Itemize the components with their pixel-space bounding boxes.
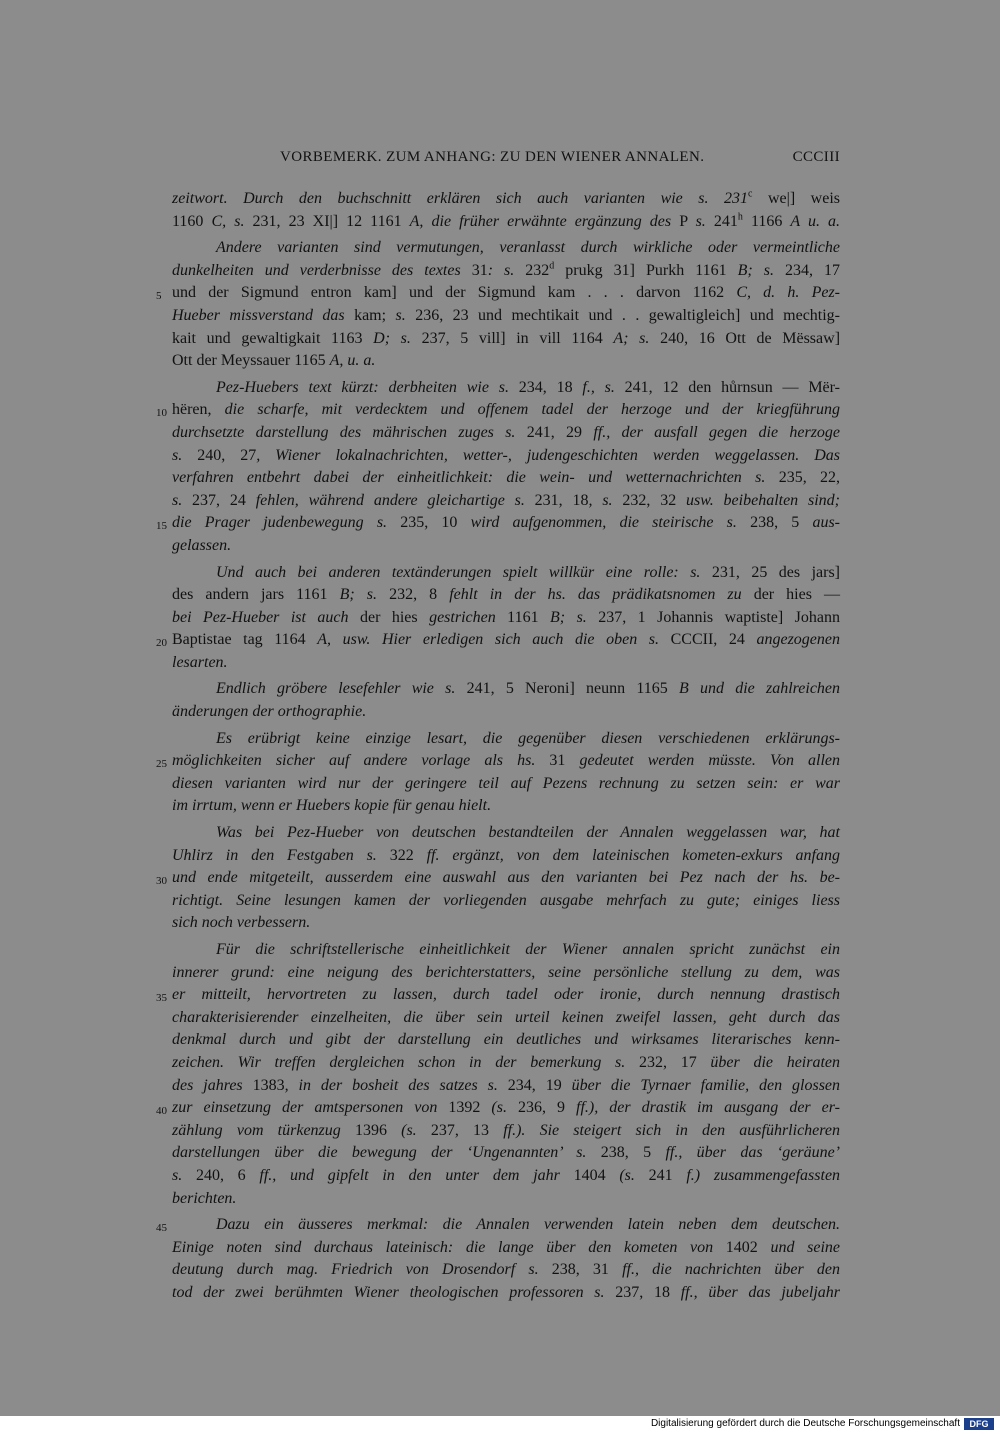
text-segment: 238, 31 <box>551 1261 623 1279</box>
text-line <box>172 939 840 962</box>
paragraph <box>156 562 841 675</box>
text-segment: richtigt. Seine lesungen kamen der vorliegenden ausgabe mehrfach zu gute; einiges liess <box>172 891 840 909</box>
text-segment: und ende mitgeteilt, ausserdem eine auswahl aus den varianten bei Pez nach der hs. be- <box>172 869 840 887</box>
text-segment: wird aufgenommen, die steirische s. <box>470 514 751 532</box>
text-segment: Was bei Pez-Hueber von deutschen bestandteilen der Annalen weggelassen war, hat <box>216 824 840 842</box>
text-segment: f.) zusammengefassten <box>686 1166 841 1184</box>
text-segment: 238, 5 <box>750 514 813 532</box>
text-segment: Und auch bei anderen textänderungen spielt willkür eine rolle: s. <box>216 563 712 581</box>
text-line <box>156 629 840 652</box>
text-segment: A u. a. <box>790 212 841 230</box>
text-line <box>172 237 840 260</box>
text-segment: er mitteilt, hervortreten zu lassen, durch tadel oder ironie, durch nennung drastisch <box>172 986 840 1004</box>
text-segment: prukg 31] Purkh 1161 <box>554 261 738 279</box>
text-segment: 31 <box>549 752 580 770</box>
text-line <box>156 399 840 422</box>
text-segment: kait und gewaltigkait 1163 <box>172 329 374 347</box>
text-segment: usw. beibehalten sind; <box>686 491 841 509</box>
text-segment: Endlich gröbere lesefehler wie s. <box>216 680 467 698</box>
text-segment: C, s. <box>211 212 253 230</box>
text-segment: gelassen. <box>172 536 232 554</box>
text-line <box>172 845 840 868</box>
text-line <box>172 445 840 468</box>
text-segment: (s. <box>401 1121 431 1139</box>
text-segment: (s. <box>491 1099 518 1117</box>
text-segment: Es erübrigt keine einzige lesart, die gegenüber diesen verschiedenen erklärungs- <box>216 729 840 747</box>
text-segment: 235, 10 <box>400 514 471 532</box>
text-segment: änderungen der orthographie. <box>172 703 367 721</box>
text-line <box>172 962 840 985</box>
text-segment: tod der zwei berühmten Wiener theologischen professoren s. <box>172 1283 616 1301</box>
text-line <box>172 260 840 283</box>
text-segment: s. <box>172 1166 196 1184</box>
line-number: 10 <box>156 407 167 420</box>
text-segment: über die Tyrnaer familie, den glossen <box>571 1076 841 1094</box>
digitization-credit: Digitalisierung gefördert durch die Deutsche Forschungsgemeinschaft <box>650 1418 960 1429</box>
text-segment: 1392 <box>448 1099 492 1117</box>
text-segment: f., s. <box>582 378 625 396</box>
text-segment: we|] weis <box>752 190 841 207</box>
text-line <box>172 467 840 490</box>
text-segment: innerer grund: eine neigung des berichterstatters, seine persönliche stellung zu dem, was <box>172 963 840 981</box>
text-segment: zeichen. Wir treffen dergleichen schon in der bemerkung s. <box>172 1053 639 1071</box>
text-line <box>172 890 840 913</box>
text-segment: 241 <box>648 1166 687 1184</box>
running-title: VORBEMERK. ZUM ANHANG: ZU DEN WIENER ANNALEN. <box>280 149 705 165</box>
text-segment: zählung vom türkenzug <box>172 1121 355 1139</box>
text-segment: 235, 22, <box>778 469 841 487</box>
line-number: 25 <box>156 758 167 771</box>
text-segment: dunkelheiten und verderbnisse des textes <box>172 261 472 279</box>
text-segment: 231, 25 des jars] <box>711 563 840 581</box>
text-line <box>172 1282 840 1305</box>
text-segment: der hies <box>359 608 430 626</box>
text-segment: : s. <box>487 261 526 279</box>
text-segment: 231, 18 <box>534 491 589 509</box>
text-segment: über die heiraten <box>710 1053 841 1071</box>
text-segment: B; s. <box>737 261 785 279</box>
text-segment: 1166 <box>742 212 791 230</box>
text-segment: lesarten. <box>172 653 228 671</box>
text-line <box>172 1165 840 1188</box>
body-text <box>156 188 841 1309</box>
text-segment: c <box>748 188 753 200</box>
text-line <box>172 1007 840 1030</box>
text-segment: 241 <box>713 212 738 230</box>
text-line <box>172 1259 840 1282</box>
line-number: 30 <box>156 875 167 888</box>
line-number: 5 <box>156 290 162 303</box>
text-segment: des andern jars 1161 <box>172 586 340 604</box>
text-segment: möglichkeiten sicher auf andere vorlage als hs. <box>172 752 550 770</box>
line-number: 40 <box>156 1105 167 1118</box>
text-line <box>172 350 840 373</box>
paragraph <box>156 822 841 935</box>
text-segment: bei Pez-Hueber ist auch <box>172 608 360 626</box>
text-segment: 241, 29 <box>526 423 594 441</box>
text-segment: sich noch verbessern. <box>172 914 311 932</box>
text-segment: Pez-Huebers text kürzt: derbheiten wie s. <box>216 378 519 396</box>
text-line <box>172 377 840 400</box>
page-number: CCCIII <box>792 149 840 165</box>
text-segment: kam; <box>354 306 396 324</box>
text-line <box>172 1075 840 1098</box>
text-line <box>172 773 840 796</box>
text-segment: s. <box>172 446 198 464</box>
text-segment: denkmal durch und gibt der darstellung ein deutliches und wirksames literarisches kenn- <box>172 1031 840 1049</box>
text-segment: 240, 27 <box>197 446 257 464</box>
text-segment: B und die zahlreichen <box>678 680 841 698</box>
text-line <box>172 607 840 630</box>
text-line <box>156 867 840 890</box>
text-segment: 234, 19 <box>507 1076 572 1094</box>
text-segment: zeitwort. Durch den buchschnitt erklären sich auch varianten wie s. 231 <box>172 190 749 207</box>
text-segment: 1160 <box>172 212 212 230</box>
text-segment: , Wiener lokalnachrichten, wetter-, judengeschichten werden weggelassen. Das <box>256 446 841 464</box>
text-line <box>172 822 840 845</box>
text-line <box>172 1237 840 1260</box>
text-line <box>172 701 840 724</box>
text-segment: ff., über das ‘geräune’ <box>665 1144 841 1162</box>
text-segment: A, die früher erwähnte ergänzung des <box>409 212 680 230</box>
text-segment: hëren, <box>172 401 225 419</box>
text-segment: charakterisierender einzelheiten, die über sein urteil keinen zweifel lassen, geht durch das <box>172 1008 840 1026</box>
text-segment: D; s. <box>373 329 422 347</box>
text-line <box>156 750 840 773</box>
paragraph <box>156 939 841 1210</box>
text-segment: 237, 24 <box>192 491 256 509</box>
text-segment: im irrtum, wenn er Huebers kopie für genau hielt. <box>172 797 492 815</box>
text-segment: ff., und gipfelt in den unter dem jahr <box>259 1166 574 1184</box>
text-segment: A, usw. Hier erledigen sich auch die oben s. <box>317 631 671 649</box>
text-segment: angezogenen <box>756 631 840 649</box>
text-line <box>172 1120 840 1143</box>
text-line <box>172 678 840 701</box>
text-segment: und der Sigmund entron kam] und der Sigmund kam . . . darvon 1162 <box>172 284 737 302</box>
text-line <box>172 422 840 445</box>
text-segment: A; s. <box>613 329 661 347</box>
text-segment: 241, 12 den hůrnsun — Mër- <box>624 378 840 396</box>
text-segment: 236, 23 und mechtikait und . . gewaltigleich] und mechtig- <box>415 306 841 324</box>
running-header <box>172 149 840 169</box>
text-line <box>156 1097 840 1120</box>
text-segment: ff.), der drastik im ausgang der er- <box>576 1099 840 1117</box>
text-segment: fehlen, während andere gleichartige s. <box>255 491 535 509</box>
text-segment: ff. ergänzt, von dem lateinischen kometen-exkurs anfang <box>426 846 841 864</box>
text-segment: 237, 18 <box>615 1283 681 1301</box>
text-segment: darstellungen über die bewegung der ‘Ungenannten’ s. <box>172 1144 601 1162</box>
text-line <box>172 584 840 607</box>
text-line <box>172 728 840 751</box>
text-segment: s. <box>172 491 193 509</box>
text-segment: Ott der Meyssauer 1165 <box>172 352 330 370</box>
text-segment: diesen varianten wird nur der geringere teil auf Pezens rechnung zu setzen sein: er war <box>172 774 840 792</box>
text-segment: durchsetzte darstellung des mährischen zuges s. <box>172 423 527 441</box>
text-segment: A, u. a. <box>329 352 376 370</box>
text-segment: die scharfe, mit verdecktem und offenem tadel der herzoge und der kriegführung <box>224 401 840 419</box>
text-line <box>156 1214 840 1237</box>
paragraph <box>156 728 840 818</box>
text-segment: Einige noten sind durchaus lateinisch: die lange über den kometen von <box>172 1238 726 1256</box>
text-line <box>172 328 840 351</box>
text-segment: gedeutet werden müsste. Von allen <box>579 752 840 770</box>
text-segment: Andere varianten sind vermutungen, veranlasst durch wirkliche oder vermeintliche <box>216 239 840 257</box>
text-segment: fehlt in der hs. das prädikatsnomen zu <box>449 586 754 604</box>
text-segment: der hies — <box>753 586 841 604</box>
paragraph <box>172 678 840 723</box>
text-segment: P <box>679 212 696 230</box>
text-segment: Dazu ein äusseres merkmal: die Annalen verwenden latein neben dem deutschen. <box>216 1216 840 1234</box>
text-segment: zur einsetzung der amtspersonen von <box>172 1099 449 1117</box>
text-line <box>172 1142 840 1165</box>
paragraph <box>156 1214 841 1304</box>
text-line <box>172 652 840 675</box>
text-segment: deutung durch mag. Friedrich von Drosendorf s. <box>172 1261 552 1279</box>
text-segment: (s. <box>619 1166 649 1184</box>
line-number: 20 <box>156 637 167 650</box>
text-segment: 237, 1 Johannis waptiste] Johann <box>598 608 840 626</box>
paragraph <box>172 188 840 233</box>
text-segment: 232, 32 <box>622 491 687 509</box>
text-segment: aus- <box>812 514 841 532</box>
text-segment: 237, 5 vill] in vill 1164 <box>421 329 614 347</box>
line-number: 15 <box>156 520 167 533</box>
text-segment: CCCII, 24 <box>670 631 757 649</box>
text-segment: die Prager judenbewegung s. <box>172 514 401 532</box>
text-segment: ff., der ausfall gegen die herzoge <box>593 423 841 441</box>
text-segment: 237, 13 <box>430 1121 504 1139</box>
text-line <box>172 535 840 558</box>
text-segment: 1383 <box>252 1076 285 1094</box>
text-segment: h <box>737 211 743 223</box>
text-line <box>172 1188 840 1211</box>
text-segment: berichten. <box>172 1189 237 1207</box>
text-segment: 31 <box>471 261 488 279</box>
text-segment: 232, 8 <box>389 586 450 604</box>
text-line <box>172 305 840 328</box>
text-segment: ff., die nachrichten über den <box>622 1261 840 1279</box>
text-segment: und seine <box>770 1238 840 1256</box>
text-segment: 231, 23 XI|] 12 1161 <box>252 212 410 230</box>
text-segment: , in der bosheit des satzes s. <box>284 1076 508 1094</box>
text-segment: 1161 <box>507 608 551 626</box>
text-segment: 240, 6 <box>195 1166 260 1184</box>
text-segment: Uhlirz in den Festgaben s. <box>172 846 390 864</box>
text-line <box>172 211 840 234</box>
line-number: 35 <box>156 992 167 1005</box>
text-line <box>172 490 840 513</box>
text-line <box>156 282 840 305</box>
paragraph <box>156 377 841 558</box>
line-number: 45 <box>156 1222 167 1235</box>
text-segment: 241, 5 Neroni] neunn 1165 <box>466 680 679 698</box>
paragraph <box>156 237 841 373</box>
text-segment: 232, 17 <box>638 1053 711 1071</box>
text-segment: ff., über das jubeljahr <box>680 1283 841 1301</box>
text-segment: 234, 17 <box>785 261 841 279</box>
text-segment: , s. <box>588 491 623 509</box>
text-segment: 234, 18 <box>518 378 583 396</box>
text-segment: C, d. h. Pez- <box>736 284 840 302</box>
text-line <box>156 512 841 535</box>
text-line <box>172 1029 840 1052</box>
text-segment: s. <box>395 306 416 324</box>
text-segment: Für die schriftstellerische einheitlichkeit der Wiener annalen spricht zunächst ein <box>216 941 840 958</box>
text-line <box>172 562 840 585</box>
text-line <box>172 912 840 935</box>
text-segment: des jahres <box>172 1076 253 1094</box>
text-line <box>172 1052 840 1075</box>
text-segment: B; s. <box>550 608 599 626</box>
text-segment: 240, 16 Ott de Mëssaw] <box>660 329 841 347</box>
text-line <box>156 984 840 1007</box>
text-segment: 1402 <box>725 1238 771 1256</box>
text-segment: ff.). Sie steigert sich in den ausführlicheren <box>503 1121 841 1139</box>
text-segment: 322 <box>389 846 427 864</box>
text-line <box>172 188 840 211</box>
text-segment: 238, 5 <box>600 1144 666 1162</box>
text-segment: 1396 <box>354 1121 402 1139</box>
text-line <box>172 795 840 818</box>
text-segment: gestrichen <box>429 608 508 626</box>
dfg-logo: DFG <box>964 1418 994 1430</box>
text-segment: d <box>549 260 555 272</box>
text-segment: 236, 9 <box>517 1099 577 1117</box>
text-segment: 1404 <box>573 1166 620 1184</box>
text-segment: Hueber missverstand das <box>172 306 355 324</box>
text-segment: s. <box>695 212 714 230</box>
text-segment: verfahren entbehrt dabei der einheitlichkeit: die wein- und wetternachrichten s. <box>172 469 779 487</box>
footer-bar <box>0 1416 1000 1434</box>
text-segment: B; s. <box>339 586 390 604</box>
text-segment: 232 <box>525 261 550 279</box>
text-segment: Baptistae tag 1164 <box>172 631 318 649</box>
